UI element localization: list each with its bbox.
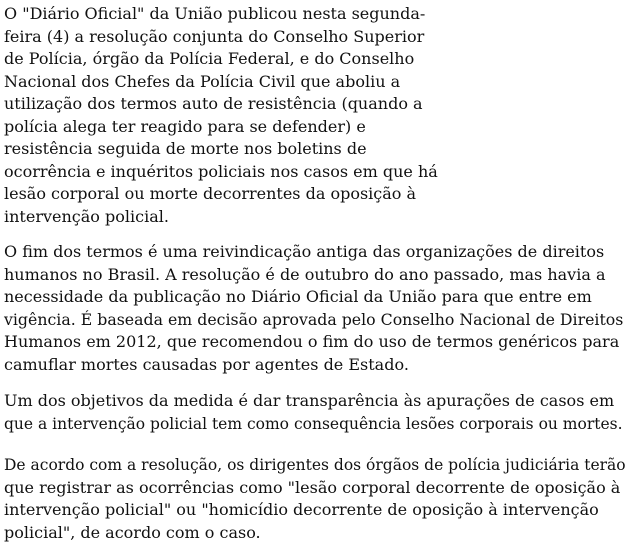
paragraph-line: utilização dos termos auto de resistência (quando a — [4, 93, 424, 116]
paragraph-line: intervenção policial. — [4, 206, 424, 229]
paragraph-line: De acordo com a resolução, os dirigentes dos órgãos de polícia judiciária terão — [4, 454, 632, 477]
paragraph-line: polícia alega ter reagido para se defender) e — [4, 116, 424, 139]
paragraph-line: humanos no Brasil. A resolução é de outubro do ano passado, mas havia a — [4, 264, 632, 287]
paragraph-line: lesão corporal ou morte decorrentes da oposição à — [4, 183, 424, 206]
paragraph-line: O "Diário Oficial" da União publicou nesta segunda- — [4, 3, 424, 26]
paragraph-line: necessidade da publicação no Diário Oficial da União para que entre em — [4, 286, 632, 309]
paragraph-line: vigência. É baseada em decisão aprovada pelo Conselho Nacional de Direitos — [4, 309, 632, 332]
paragraph-line: resistência seguida de morte nos boletins de — [4, 138, 424, 161]
paragraph-line: ocorrência e inquéritos policiais nos casos em que há — [4, 161, 424, 184]
paragraph-line: de Polícia, órgão da Polícia Federal, e do Conselho — [4, 48, 424, 71]
paragraph-3 — [4, 390, 632, 435]
paragraph-line: que registrar as ocorrências como "lesão corporal decorrente de oposição à — [4, 477, 632, 500]
paragraph-line: Humanos em 2012, que recomendou o fim do uso de termos genéricos para — [4, 331, 632, 354]
paragraph-line: Um dos objetivos da medida é dar transparência às apurações de casos em — [4, 390, 632, 413]
paragraph-1 — [4, 3, 424, 228]
paragraph-line: camuflar mortes causadas por agentes de Estado. — [4, 354, 632, 377]
paragraph-line: que a intervenção policial tem como consequência lesões corporais ou mortes. — [4, 413, 632, 436]
paragraph-line: Nacional dos Chefes da Polícia Civil que aboliu a — [4, 71, 424, 94]
paragraph-4 — [4, 454, 632, 544]
paragraph-line: feira (4) a resolução conjunta do Conselho Superior — [4, 26, 424, 49]
paragraph-line: policial", de acordo com o caso. — [4, 522, 632, 544]
paragraph-2 — [4, 241, 632, 376]
paragraph-line: O fim dos termos é uma reivindicação antiga das organizações de direitos — [4, 241, 632, 264]
paragraph-line: intervenção policial" ou "homicídio decorrente de oposição à intervenção — [4, 499, 632, 522]
